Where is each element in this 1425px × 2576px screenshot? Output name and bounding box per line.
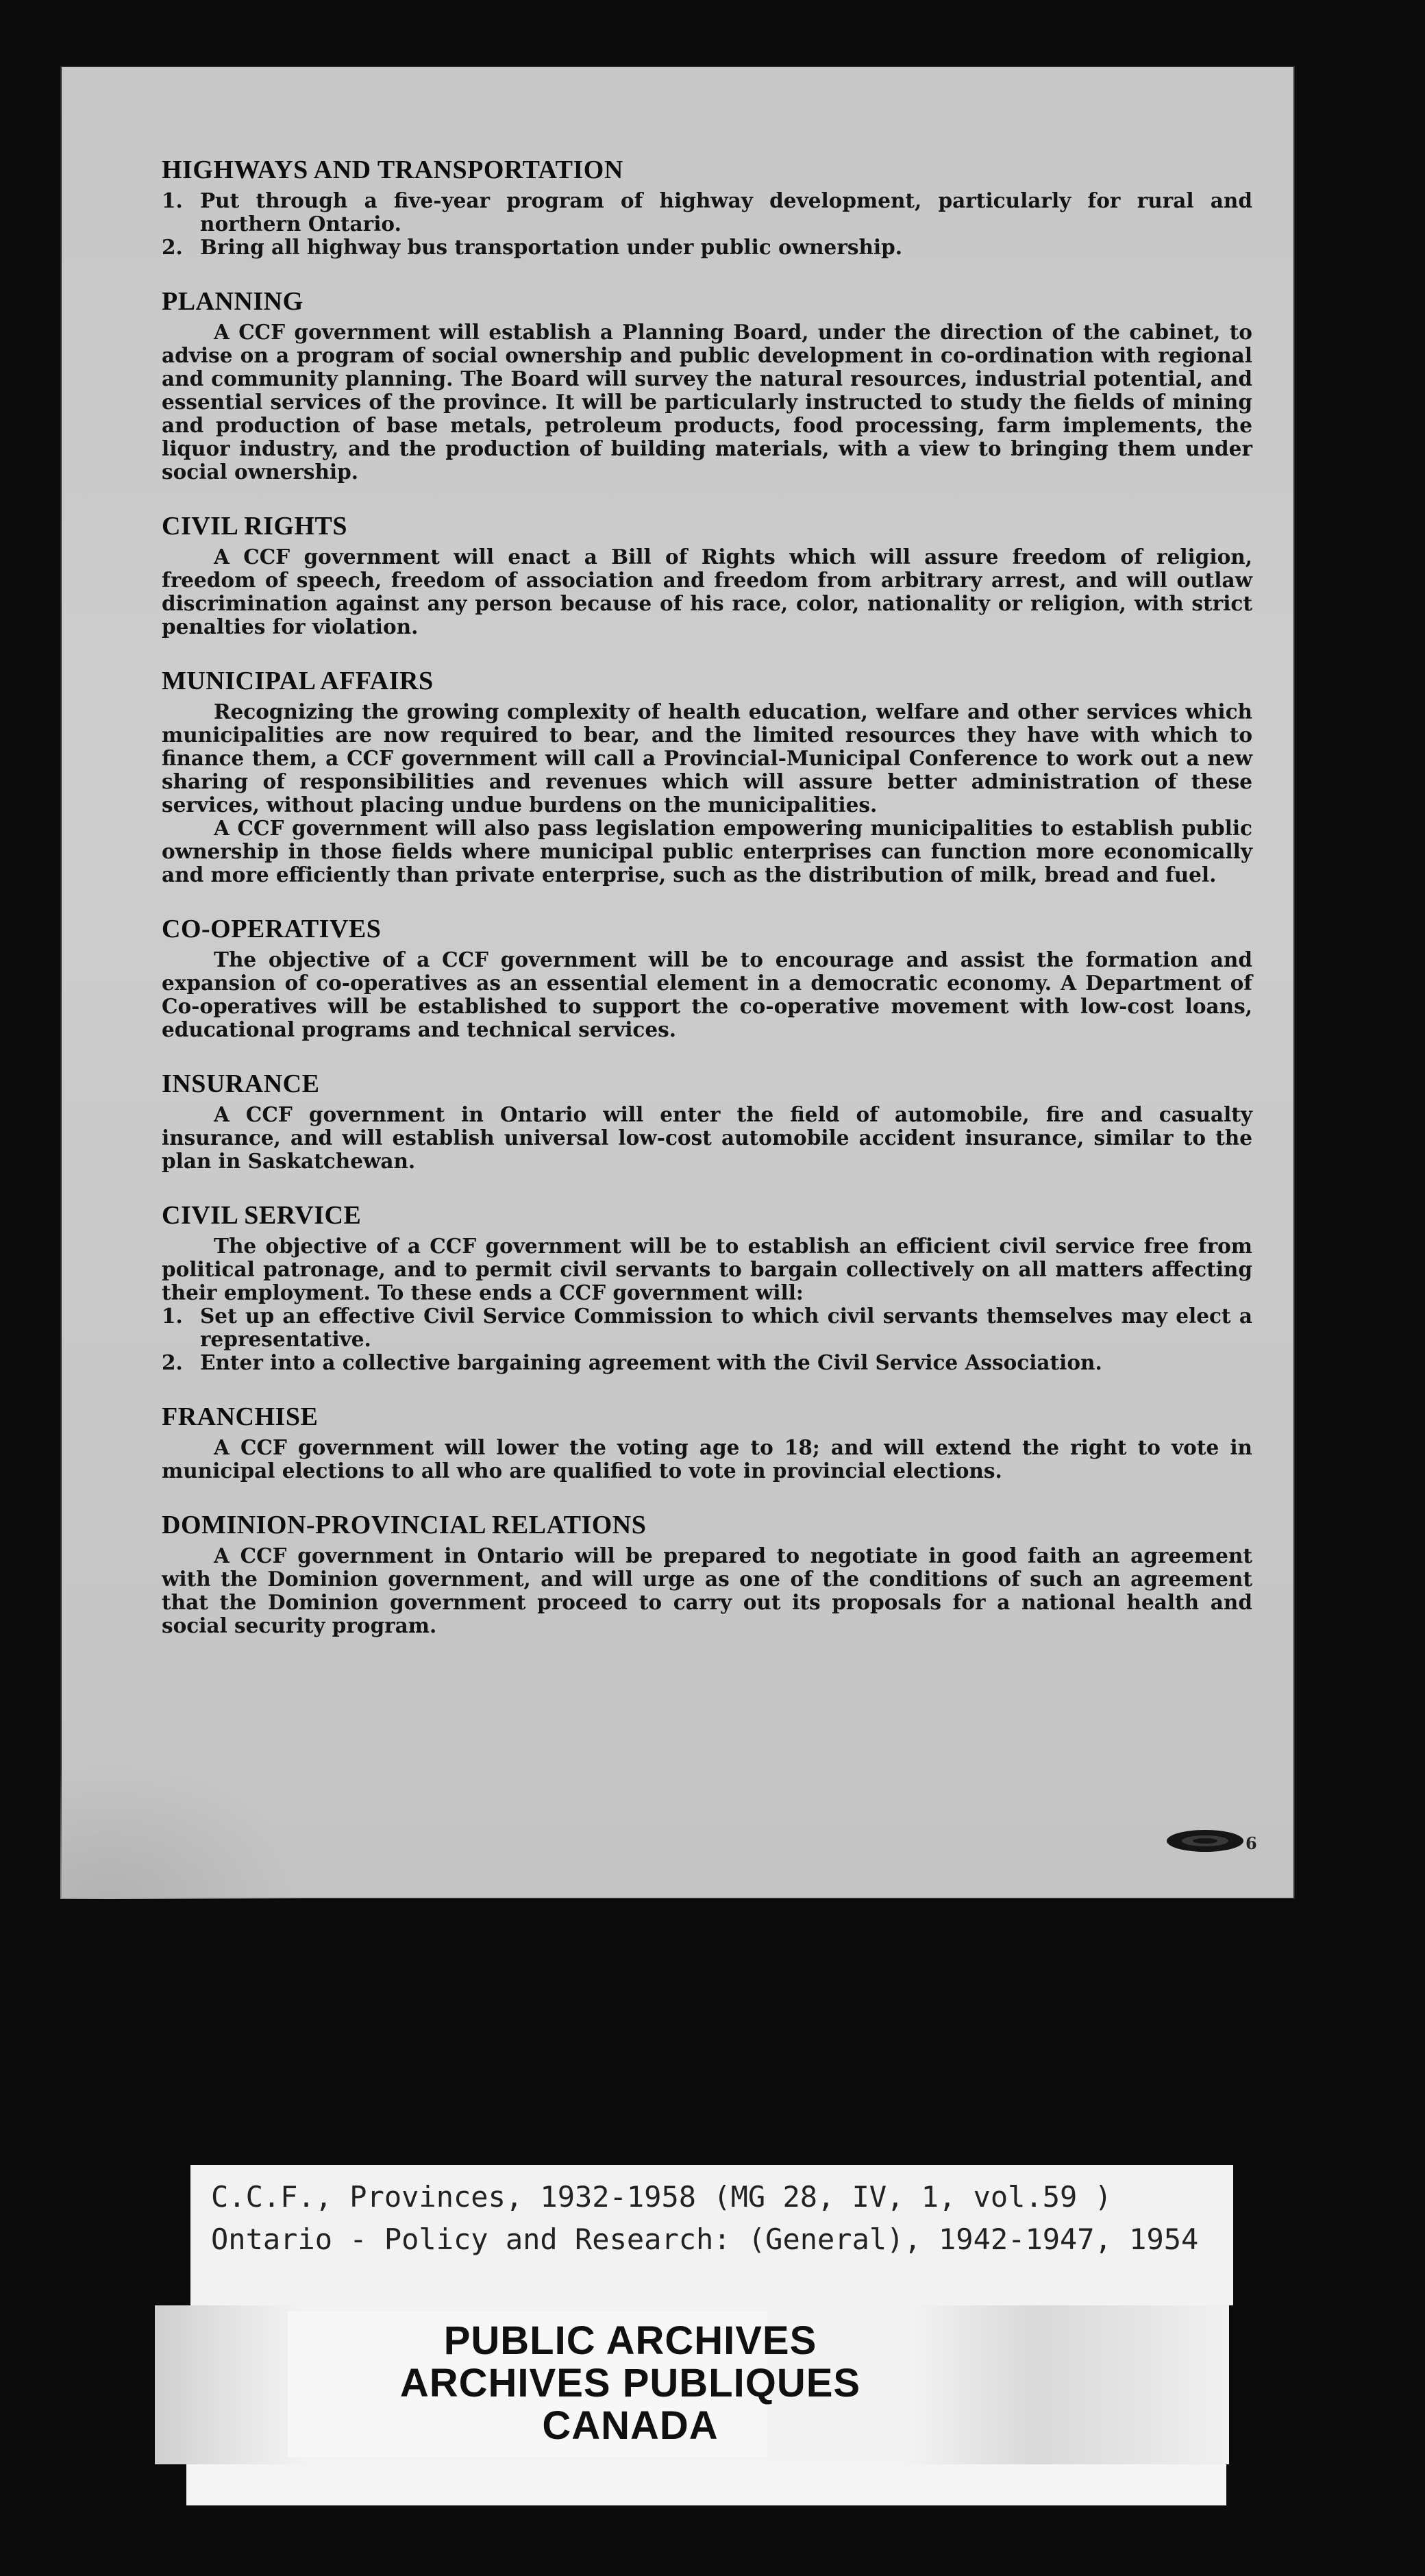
paragraph: The objective of a CCF government will be to encourage and assist the formation and expansion of co-operatives as an essential element in a democratic economy. A Department of Co-operatives will be established to support the co-operative movement with low-cost loans, educational programs and technical services.	[162, 948, 1252, 1041]
numbered-list	[162, 189, 1252, 259]
document-page	[60, 66, 1295, 1899]
section-civil-rights	[162, 511, 1252, 639]
paragraph: A CCF government will lower the voting age to 18; and will extend the right to vote in municipal elections to all who are qualified to vote in provincial elections.	[162, 1435, 1252, 1483]
bottom-strip	[186, 2464, 1226, 2505]
section-highways	[162, 155, 1252, 259]
list-item	[162, 1304, 1252, 1351]
list-item	[162, 236, 1252, 259]
list-text: Set up an effective Civil Service Commission to which civil servants themselves may elect a representative.	[200, 1304, 1252, 1351]
list-text: Enter into a collective bargaining agreement with the Civil Service Association.	[200, 1350, 1102, 1374]
list-number: 1.	[162, 188, 183, 212]
list-number: 2.	[162, 235, 183, 259]
paragraph: A CCF government will enact a Bill of Rights which will assure freedom of religion, freedom of speech, freedom of association and freedom from arbitrary arrest, and will outlaw discrimination against any person because of his race, color, nationality or religion, with strict penalties for violation.	[162, 545, 1252, 639]
stamp-line-1: PUBLIC ARCHIVES	[443, 2318, 817, 2363]
section-heading: DOMINION-PROVINCIAL RELATIONS	[162, 1511, 647, 1539]
section-franchise	[162, 1402, 1252, 1483]
numbered-list	[162, 1304, 1252, 1374]
list-text: Bring all highway bus transportation under public ownership.	[200, 235, 903, 259]
list-item	[162, 1351, 1252, 1374]
section-heading: CIVIL SERVICE	[162, 1201, 362, 1230]
stamp-line-2: ARCHIVES PUBLIQUES	[399, 2361, 861, 2405]
section-insurance	[162, 1069, 1252, 1173]
paragraph: A CCF government in Ontario will enter the field of automobile, fire and casualty insurance, and will establish universal low-cost automobile accident insurance, similar to the plan in Saskatchewan.	[162, 1102, 1252, 1173]
catalog-line-2: Ontario - Policy and Research: (General), 1942-1947, 1954	[211, 2222, 1199, 2256]
union-label-icon	[1165, 1828, 1246, 1854]
section-heading: MUNICIPAL AFFAIRS	[162, 667, 434, 695]
paragraph: The objective of a CCF government will be to establish an efficient civil service free from political patronage, and to permit civil servants to bargain collectively on all matters affecting their employment. To these ends a CCF government will:	[162, 1234, 1252, 1304]
torn-corner	[60, 1762, 307, 1899]
section-heading: CO-OPERATIVES	[162, 915, 382, 943]
section-heading: CIVIL RIGHTS	[162, 512, 348, 541]
section-heading: PLANNING	[162, 287, 303, 316]
stamp-line-3: CANADA	[542, 2403, 719, 2448]
list-item	[162, 189, 1252, 236]
section-heading: HIGHWAYS AND TRANSPORTATION	[162, 156, 623, 184]
list-number: 1.	[162, 1304, 183, 1328]
paragraph: Recognizing the growing complexity of health education, welfare and other services which municipalities are now required to bear, and the limited resources they have with which to finance them, a CCF government will call a Provincial-Municipal Conference to work out a new sharing of responsibilities and revenues which will assure better administration of these services, without placing undue burdens on the municipalities.	[162, 699, 1252, 817]
list-text: Put through a five-year program of highway development, particularly for rural and northern Ontario.	[200, 188, 1252, 236]
page-number: 6	[1246, 1833, 1257, 1853]
catalog-line-1: C.C.F., Provinces, 1932-1958 (MG 28, IV, 1, vol.59 )	[211, 2180, 1112, 2214]
section-planning	[162, 286, 1252, 484]
section-dominion-provincial	[162, 1510, 1252, 1637]
catalog-card	[190, 2165, 1233, 2305]
paragraph: A CCF government will establish a Planning Board, under the direction of the cabinet, to advise on a program of social ownership and public development in co-ordination with regional and community planning. The Board will survey the natural resources, industrial potential, and essential services of the province. It will be particularly instructed to study the fields of mining and production of base metals, petroleum products, food processing, farm implements, the liquor industry, and the production of building materials, with a view to bringing them under social ownership.	[162, 320, 1252, 484]
section-municipal-affairs	[162, 666, 1252, 887]
paragraph: A CCF government will also pass legislation empowering municipalities to establish public ownership in those fields where municipal public enterprises can function more economically and more efficiently than private enterprise, such as the distribution of milk, bread and fuel.	[162, 816, 1252, 887]
section-civil-service	[162, 1200, 1252, 1374]
archive-stamp	[199, 2318, 1062, 2458]
section-heading: FRANCHISE	[162, 1402, 319, 1431]
document-content	[162, 155, 1252, 1665]
section-heading: INSURANCE	[162, 1069, 320, 1098]
paragraph: A CCF government in Ontario will be prepared to negotiate in good faith an agreement with the Dominion government, and will urge as one of the conditions of such an agreement that the Dominion government proceed to carry out its proposals for a national health and social security program.	[162, 1544, 1252, 1637]
list-number: 2.	[162, 1350, 183, 1374]
section-co-operatives	[162, 914, 1252, 1041]
